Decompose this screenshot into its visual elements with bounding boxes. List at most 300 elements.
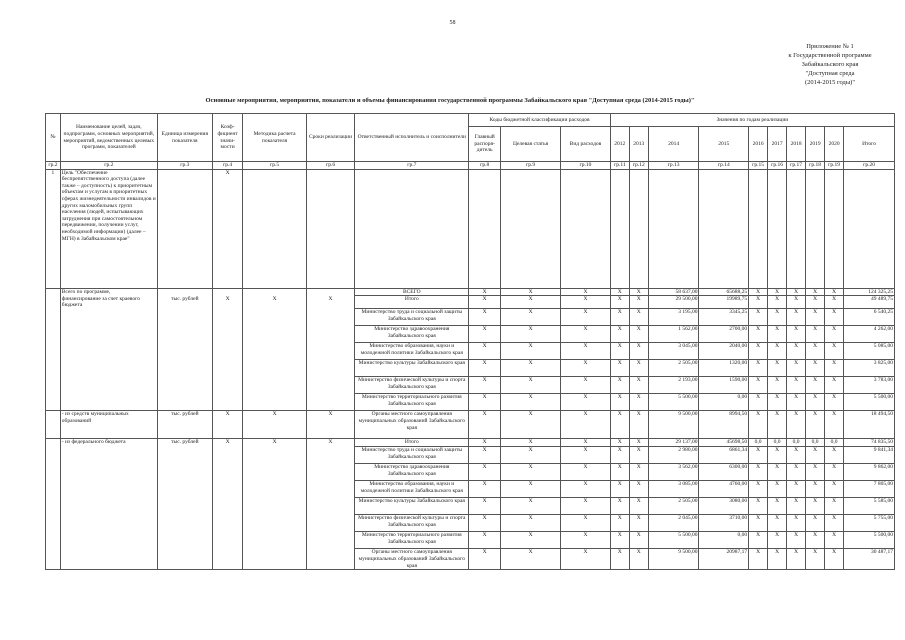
section-label: финансирование за счет краевого бюджета	[60, 296, 157, 309]
table-cell	[844, 169, 895, 288]
year-x: X	[629, 498, 648, 515]
table-cell	[306, 498, 355, 515]
table-cell	[787, 169, 806, 288]
table-cell	[46, 394, 61, 411]
year-x: X	[768, 288, 787, 296]
year-x: X	[825, 532, 844, 549]
value-2015: 4760,00	[699, 481, 749, 498]
header-method: Методика расчета показателя	[243, 114, 306, 162]
year-x: X	[825, 309, 844, 326]
year-x: X	[806, 481, 825, 498]
code-x: X	[469, 377, 501, 394]
section-x: X	[212, 296, 243, 309]
table-cell	[212, 549, 243, 570]
executor-name: Министерство труда и социальной защиты Забайкальского края	[355, 447, 469, 464]
program-table	[45, 113, 895, 570]
municipal-unit: тыс. рублей	[157, 411, 212, 439]
code-x: X	[500, 377, 560, 394]
code-x: X	[469, 326, 501, 343]
year-x: X	[768, 464, 787, 481]
value-2014: 3 195,00	[648, 309, 699, 326]
total-executor: ВСЕГО	[355, 288, 469, 296]
code-x: X	[500, 549, 560, 570]
value-2015: 1590,00	[699, 377, 749, 394]
total-label: Всего по программе,	[60, 288, 157, 296]
table-cell	[157, 343, 212, 360]
table-cell	[157, 481, 212, 498]
table-row	[46, 549, 895, 570]
value-2015: 1320,00	[699, 360, 749, 377]
table-cell	[243, 515, 306, 532]
year-x: X	[749, 288, 768, 296]
code-x: X	[561, 549, 611, 570]
column-number: гр.11	[610, 162, 629, 170]
year-x: X	[749, 309, 768, 326]
value-total: 30 487,17	[844, 549, 895, 570]
table-cell	[46, 447, 61, 464]
municipal-row	[46, 411, 895, 439]
year-x: X	[749, 515, 768, 532]
document-title: Основные мероприятия, мероприятия, показатели и объемы финансирования государственной программы Забайкальского края "Доступная среда (2014-2015 годы)"	[205, 97, 695, 104]
value-2014: 2 193,00	[648, 377, 699, 394]
value-total: 49 489,75	[844, 296, 895, 309]
year-x: 0,0	[749, 439, 768, 447]
year-x: X	[787, 296, 806, 309]
table-cell	[306, 377, 355, 394]
year-x: X	[629, 411, 648, 439]
header-row	[46, 114, 895, 127]
municipal-x: X	[243, 411, 306, 439]
executor-name: Министерство территориального развития Забайкальского края	[355, 532, 469, 549]
year-x: X	[629, 377, 648, 394]
value-2015: 2700,00	[699, 326, 749, 343]
year-x: 0,0	[787, 439, 806, 447]
year-x: X	[610, 515, 629, 532]
header-no: №	[46, 114, 61, 162]
table-cell	[60, 326, 157, 343]
table-cell	[60, 360, 157, 377]
code-x: X	[469, 343, 501, 360]
value-total: 3 783,00	[844, 377, 895, 394]
year-x: X	[610, 532, 629, 549]
value-2014: 5 500,00	[648, 394, 699, 411]
table-cell	[60, 481, 157, 498]
code-x: X	[561, 532, 611, 549]
year-x: X	[825, 481, 844, 498]
year-x: X	[610, 360, 629, 377]
table-cell	[46, 343, 61, 360]
value-total: 5 755,00	[844, 515, 895, 532]
table-cell	[60, 447, 157, 464]
value-total: 5 085,00	[844, 343, 895, 360]
year-x: X	[825, 343, 844, 360]
year-x: X	[787, 498, 806, 515]
year-x: X	[806, 360, 825, 377]
table-cell	[500, 169, 560, 288]
table-cell	[212, 532, 243, 549]
table-cell	[212, 377, 243, 394]
table-cell	[60, 377, 157, 394]
value-2014: 29 500,00	[648, 296, 699, 309]
table-cell	[60, 549, 157, 570]
value-total: 5 500,00	[844, 394, 895, 411]
table-cell	[306, 343, 355, 360]
executor-name: Министерство физической культуры и спорта Забайкальского края	[355, 377, 469, 394]
section-x: X	[243, 439, 306, 447]
code-x: X	[561, 360, 611, 377]
year-x: X	[749, 394, 768, 411]
table-cell	[157, 377, 212, 394]
appendix-line: Забайкальского края	[801, 61, 859, 68]
table-cell	[212, 288, 243, 296]
table-cell	[157, 309, 212, 326]
year-x: X	[825, 288, 844, 296]
column-number: гр.2	[46, 162, 61, 170]
year-x: 0,0	[825, 439, 844, 447]
header-kind: Вид расходов	[561, 127, 611, 162]
year-x: X	[806, 296, 825, 309]
table-cell	[60, 498, 157, 515]
goal-coef: X	[212, 169, 243, 288]
value-2014: 2 505,00	[648, 498, 699, 515]
code-x: X	[500, 498, 560, 515]
header-unit: Единица измерения показателя	[157, 114, 212, 162]
table-cell	[60, 464, 157, 481]
executor-name: Итого	[355, 439, 469, 447]
column-number: гр.18	[806, 162, 825, 170]
executor-name: Министерство образования, науки и молодежной политики Забайкальского края	[355, 481, 469, 498]
year-x: X	[825, 377, 844, 394]
value-2015: 20987,17	[699, 549, 749, 570]
year-x: X	[787, 360, 806, 377]
year-x: X	[806, 309, 825, 326]
appendix-note	[780, 42, 880, 87]
table-row	[46, 481, 895, 498]
table-cell	[157, 288, 212, 296]
table-cell	[46, 411, 61, 439]
table-cell	[648, 169, 699, 288]
column-number: гр.9	[500, 162, 560, 170]
table-cell	[46, 532, 61, 549]
executor-name: Министерство территориального развития Забайкальского края	[355, 394, 469, 411]
year-x: X	[825, 360, 844, 377]
table-cell	[243, 532, 306, 549]
code-x: X	[500, 515, 560, 532]
header-year: 2016	[749, 127, 768, 162]
table-row	[46, 296, 895, 309]
year-x: X	[610, 343, 629, 360]
table-cell	[60, 309, 157, 326]
table-cell	[243, 360, 306, 377]
year-x: X	[610, 498, 629, 515]
table-cell	[699, 169, 749, 288]
table-cell	[561, 169, 611, 288]
year-x: X	[806, 343, 825, 360]
year-x: X	[749, 411, 768, 439]
table-cell	[243, 464, 306, 481]
code-x: X	[561, 515, 611, 532]
section-x: X	[306, 296, 355, 309]
table-cell	[243, 394, 306, 411]
year-x: X	[768, 326, 787, 343]
value-2014: 3 045,00	[648, 343, 699, 360]
table-cell	[60, 343, 157, 360]
header-executor: Ответственный исполнитель и соисполнители	[355, 114, 469, 162]
year-x: X	[768, 498, 787, 515]
year-x: X	[749, 360, 768, 377]
year-x: X	[610, 464, 629, 481]
column-number: гр.13	[648, 162, 699, 170]
year-x: X	[825, 296, 844, 309]
value-total: 74 835,50	[844, 439, 895, 447]
value-2015: 2040,00	[699, 343, 749, 360]
table-cell	[157, 532, 212, 549]
year-x: X	[825, 326, 844, 343]
table-row	[46, 377, 895, 394]
year-x: X	[768, 377, 787, 394]
value-2015: 3345,25	[699, 309, 749, 326]
table-cell	[60, 532, 157, 549]
value-2014: 29 137,00	[648, 439, 699, 447]
table-cell	[212, 481, 243, 498]
table-cell	[157, 394, 212, 411]
column-number: гр.15	[749, 162, 768, 170]
executor-name: Органы местного самоуправления муниципальных образований Забайкальского края	[355, 549, 469, 570]
code-x: X	[500, 326, 560, 343]
value-total: 9 841,34	[844, 447, 895, 464]
section-unit: тыс. рублей	[157, 439, 212, 447]
code-x: X	[561, 411, 611, 439]
table-row	[46, 447, 895, 464]
header-year: 2017	[768, 127, 787, 162]
year-x: X	[629, 447, 648, 464]
table-cell	[157, 169, 212, 288]
code-x: X	[561, 481, 611, 498]
header-year: 2020	[825, 127, 844, 162]
table-cell	[243, 169, 306, 288]
table-cell	[243, 326, 306, 343]
code-x: X	[500, 309, 560, 326]
year-x: X	[825, 394, 844, 411]
year-x: X	[787, 447, 806, 464]
table-cell	[46, 464, 61, 481]
table-cell	[306, 169, 355, 288]
section-unit: тыс. рублей	[157, 296, 212, 309]
table-cell	[306, 481, 355, 498]
year-x: X	[629, 464, 648, 481]
year-x: X	[806, 411, 825, 439]
year-x: X	[787, 377, 806, 394]
code-x: X	[469, 309, 501, 326]
table-row	[46, 532, 895, 549]
code-x: X	[500, 481, 560, 498]
code-x: X	[500, 394, 560, 411]
table-cell	[46, 549, 61, 570]
code-x: X	[561, 464, 611, 481]
table-cell	[768, 169, 787, 288]
value-2015: 45698,50	[699, 439, 749, 447]
table-cell	[46, 296, 61, 309]
year-x: X	[806, 464, 825, 481]
column-number: гр.12	[629, 162, 648, 170]
executor-name: Министерство культуры Забайкальского края	[355, 360, 469, 377]
year-x: X	[629, 309, 648, 326]
table-row	[46, 498, 895, 515]
table-cell	[46, 326, 61, 343]
column-number: гр.6	[306, 162, 355, 170]
code-x: X	[561, 377, 611, 394]
table-row	[46, 343, 895, 360]
year-x: X	[768, 532, 787, 549]
year-x: X	[629, 326, 648, 343]
column-number: гр.3	[157, 162, 212, 170]
table-cell	[243, 288, 306, 296]
column-number: гр.17	[787, 162, 806, 170]
value-2015: 6861,34	[699, 447, 749, 464]
header-year: 2014	[648, 127, 699, 162]
year-x: X	[610, 447, 629, 464]
year-x: X	[787, 515, 806, 532]
year-x: X	[629, 439, 648, 447]
code-x: X	[561, 288, 611, 296]
column-number: гр.5	[243, 162, 306, 170]
year-x: X	[629, 288, 648, 296]
code-x: X	[561, 343, 611, 360]
code-x: X	[561, 439, 611, 447]
year-x: X	[610, 481, 629, 498]
value-2014: 58 637,00	[648, 288, 699, 296]
year-x: X	[749, 532, 768, 549]
year-x: X	[825, 498, 844, 515]
column-number: гр.2	[60, 162, 157, 170]
table-cell	[46, 498, 61, 515]
table-cell	[212, 343, 243, 360]
table-cell	[46, 481, 61, 498]
code-x: X	[500, 288, 560, 296]
value-2014: 9 500,00	[648, 549, 699, 570]
table-cell	[243, 481, 306, 498]
header-coef: Коэф-фициент значи-мости	[212, 114, 243, 162]
code-x: X	[469, 411, 501, 439]
year-x: X	[749, 377, 768, 394]
year-x: X	[629, 394, 648, 411]
year-x: X	[787, 343, 806, 360]
code-x: X	[469, 447, 501, 464]
table-cell	[46, 309, 61, 326]
year-x: X	[806, 288, 825, 296]
appendix-line: к Государственной программе	[788, 52, 872, 59]
value-2015: 19989,75	[699, 296, 749, 309]
table-cell	[306, 394, 355, 411]
code-x: X	[469, 498, 501, 515]
code-x: X	[469, 288, 501, 296]
value-total: 5 500,00	[844, 532, 895, 549]
table-cell	[306, 288, 355, 296]
code-x: X	[500, 439, 560, 447]
header-year: 2012	[610, 127, 629, 162]
year-x: X	[610, 326, 629, 343]
code-x: X	[469, 394, 501, 411]
year-x: X	[768, 296, 787, 309]
year-x: X	[787, 394, 806, 411]
code-x: X	[469, 296, 501, 309]
year-x: X	[768, 549, 787, 570]
year-x: X	[749, 447, 768, 464]
code-x: X	[469, 515, 501, 532]
header-chief: Главный распоря-дитель	[469, 127, 501, 162]
code-x: X	[500, 532, 560, 549]
year-x: X	[629, 296, 648, 309]
table-cell	[243, 309, 306, 326]
table-cell	[157, 360, 212, 377]
table-cell	[157, 498, 212, 515]
code-x: X	[561, 296, 611, 309]
value-2014: 1 562,00	[648, 326, 699, 343]
header-year: 2019	[806, 127, 825, 162]
year-x: X	[806, 326, 825, 343]
code-x: X	[500, 447, 560, 464]
table-cell	[243, 549, 306, 570]
table-row	[46, 394, 895, 411]
table-cell	[629, 169, 648, 288]
value-2015: 65688,25	[699, 288, 749, 296]
table-cell	[212, 394, 243, 411]
value-2015: 0,00	[699, 532, 749, 549]
table-cell	[212, 447, 243, 464]
column-number: гр.7	[355, 162, 469, 170]
year-x: X	[610, 296, 629, 309]
code-x: X	[561, 447, 611, 464]
code-x: X	[500, 296, 560, 309]
table-row	[46, 360, 895, 377]
executor-name: Министерство культуры Забайкальского края	[355, 498, 469, 515]
year-x: X	[749, 498, 768, 515]
value-total: 6 540,25	[844, 309, 895, 326]
section-x: X	[243, 296, 306, 309]
municipal-x: X	[306, 411, 355, 439]
table-cell	[157, 464, 212, 481]
value-2015: 0,00	[699, 394, 749, 411]
year-x: X	[806, 532, 825, 549]
year-x: X	[610, 394, 629, 411]
value-2014: 2 980,00	[648, 447, 699, 464]
table-cell	[212, 326, 243, 343]
header-total: Итого	[844, 127, 895, 162]
code-x: X	[500, 464, 560, 481]
value-2015: 3710,00	[699, 515, 749, 532]
header-term: Сроки реализации	[306, 114, 355, 162]
table-cell	[306, 464, 355, 481]
year-x: X	[825, 411, 844, 439]
year-x: X	[749, 549, 768, 570]
table-cell	[46, 515, 61, 532]
code-x: X	[561, 309, 611, 326]
year-x: X	[787, 326, 806, 343]
section-x: X	[306, 439, 355, 447]
header-year: 2015	[699, 127, 749, 162]
municipal-x: X	[212, 411, 243, 439]
year-x: X	[825, 515, 844, 532]
goal-text: Цель "Обеспечение беспрепятственного доступа (далее также – доступность) к приоритетным объектам и услугам в приоритетных сферах жизнедеятельности инвалидов и других маломобильных групп населения (людей, испытывающих затруднения при самостоятельном передвижении, получении услуг, необходимой информации) (далее – МГН) в Забайкальском крае"	[60, 169, 157, 288]
executor-name: Министерство здравоохранения Забайкальского края	[355, 326, 469, 343]
year-x: X	[787, 549, 806, 570]
code-x: X	[500, 343, 560, 360]
column-numbers-row	[46, 162, 895, 170]
year-x: X	[749, 464, 768, 481]
value-2014: 5 500,00	[648, 532, 699, 549]
code-x: X	[500, 360, 560, 377]
table-cell	[212, 498, 243, 515]
